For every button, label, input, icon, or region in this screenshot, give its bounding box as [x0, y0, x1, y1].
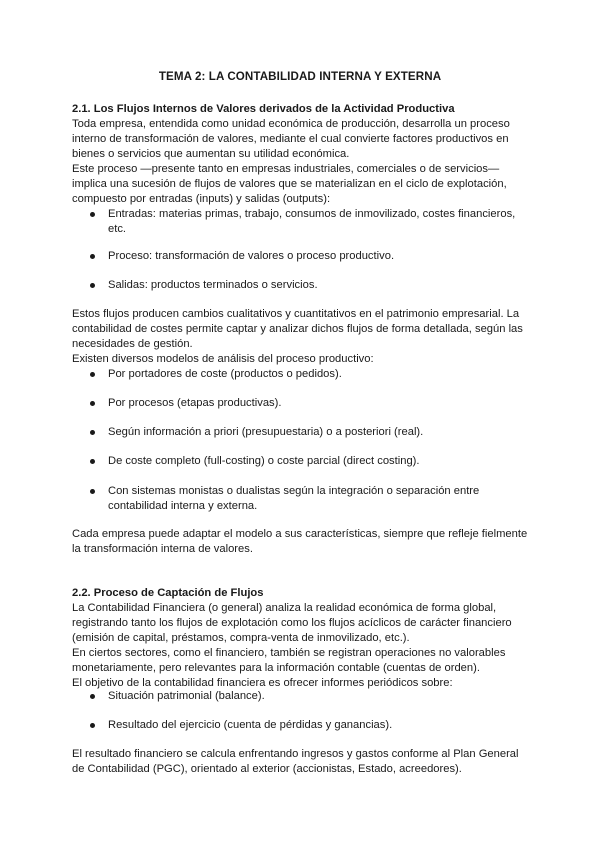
bullet-icon	[90, 372, 95, 377]
list-item	[72, 207, 532, 237]
section-2-2-intro	[72, 586, 532, 691]
bullet-icon	[90, 283, 95, 288]
list-item	[72, 396, 532, 411]
paragraph: Toda empresa, entendida como unidad económica de producción, desarrolla un proceso interno de transformación de valores, mediante el cual convierte factores productivos en bienes o servicios que aumentan su utilidad económica.	[72, 118, 510, 160]
bullet-list	[72, 689, 532, 704]
bullet-list	[72, 425, 532, 440]
paragraph: Este proceso —presente tanto en empresas industriales, comerciales o de servicios— implica una sucesión de flujos de valores que se materializan en el ciclo de explotación, compuesto por entradas (inputs) y salidas (outputs):	[72, 163, 507, 205]
bullet-list	[72, 207, 532, 237]
bullet-icon	[90, 401, 95, 406]
paragraph: La Contabilidad Financiera (o general) analiza la realidad económica de forma global, registrando tanto los flujos de explotación como los flujos acíclicos de carácter financiero (emisión de capital, préstamos, compra-venta de inmovilizado, etc.).	[72, 602, 512, 644]
list-item-text: Resultado del ejercicio (cuenta de pérdidas y ganancias).	[108, 719, 393, 731]
list-item-text: Por procesos (etapas productivas).	[108, 397, 282, 409]
paragraph: Cada empresa puede adaptar el modelo a sus características, siempre que refleje fielmente la transformación interna de valores.	[72, 528, 528, 555]
bullet-list	[72, 454, 532, 469]
bullet-icon	[90, 254, 95, 259]
bullet-icon	[90, 489, 95, 494]
page-title: TEMA 2: LA CONTABILIDAD INTERNA Y EXTERNA	[158, 70, 442, 83]
list-item	[72, 367, 532, 382]
paragraph: El objetivo de la contabilidad financiera es ofrecer informes periódicos sobre:	[72, 677, 453, 689]
list-item	[72, 454, 532, 469]
list-item-text: Salidas: productos terminados o servicios.	[108, 279, 318, 291]
bullet-icon	[90, 459, 95, 464]
list-item	[72, 689, 532, 704]
bullet-list	[72, 367, 532, 382]
list-item-text: Con sistemas monistas o dualistas según la integración o separación entre contabilidad interna y externa.	[108, 485, 480, 512]
bullet-icon	[90, 723, 95, 728]
bullet-icon	[90, 212, 95, 217]
section-2-1-body	[72, 307, 532, 367]
paragraph: Estos flujos producen cambios cualitativos y cuantitativos en el patrimonio empresarial. La contabilidad de costes permite captar y analizar dichos flujos de forma detallada, según las necesidades de gestión.	[72, 308, 523, 350]
list-item-text: Según información a priori (presupuestaria) o a posteriori (real).	[108, 426, 424, 438]
list-item	[72, 484, 532, 514]
list-item	[72, 249, 532, 264]
section-heading: 2.1. Los Flujos Internos de Valores derivados de la Actividad Productiva	[72, 103, 455, 115]
paragraph: En ciertos sectores, como el financiero, también se registran operaciones no valorables monetariamente, pero relevantes para la información contable (cuentas de orden).	[72, 647, 506, 674]
list-item-text: Proceso: transformación de valores o proceso productivo.	[108, 250, 395, 262]
list-item-text: De coste completo (full-costing) o coste parcial (direct costing).	[108, 455, 420, 467]
section-2-1-closing	[72, 527, 532, 557]
bullet-list	[72, 484, 532, 514]
list-item	[72, 425, 532, 440]
paragraph: El resultado financiero se calcula enfrentando ingresos y gastos conforme al Plan General de Contabilidad (PGC), orientado al exterior (accionistas, Estado, acreedores).	[72, 748, 519, 775]
section-heading: 2.2. Proceso de Captación de Flujos	[72, 587, 264, 599]
section-2-2-closing	[72, 747, 532, 777]
bullet-list	[72, 396, 532, 411]
bullet-list	[72, 278, 532, 293]
paragraph: Existen diversos modelos de análisis del proceso productivo:	[72, 353, 374, 365]
bullet-list	[72, 718, 532, 733]
list-item-text: Por portadores de coste (productos o pedidos).	[108, 368, 342, 380]
bullet-list	[72, 249, 532, 264]
list-item	[72, 278, 532, 293]
list-item-text: Situación patrimonial (balance).	[108, 690, 265, 702]
bullet-icon	[90, 694, 95, 699]
section-2-1-intro	[72, 102, 532, 207]
list-item	[72, 718, 532, 733]
bullet-icon	[90, 430, 95, 435]
list-item-text: Entradas: materias primas, trabajo, consumos de inmovilizado, costes financieros, etc.	[108, 208, 516, 235]
